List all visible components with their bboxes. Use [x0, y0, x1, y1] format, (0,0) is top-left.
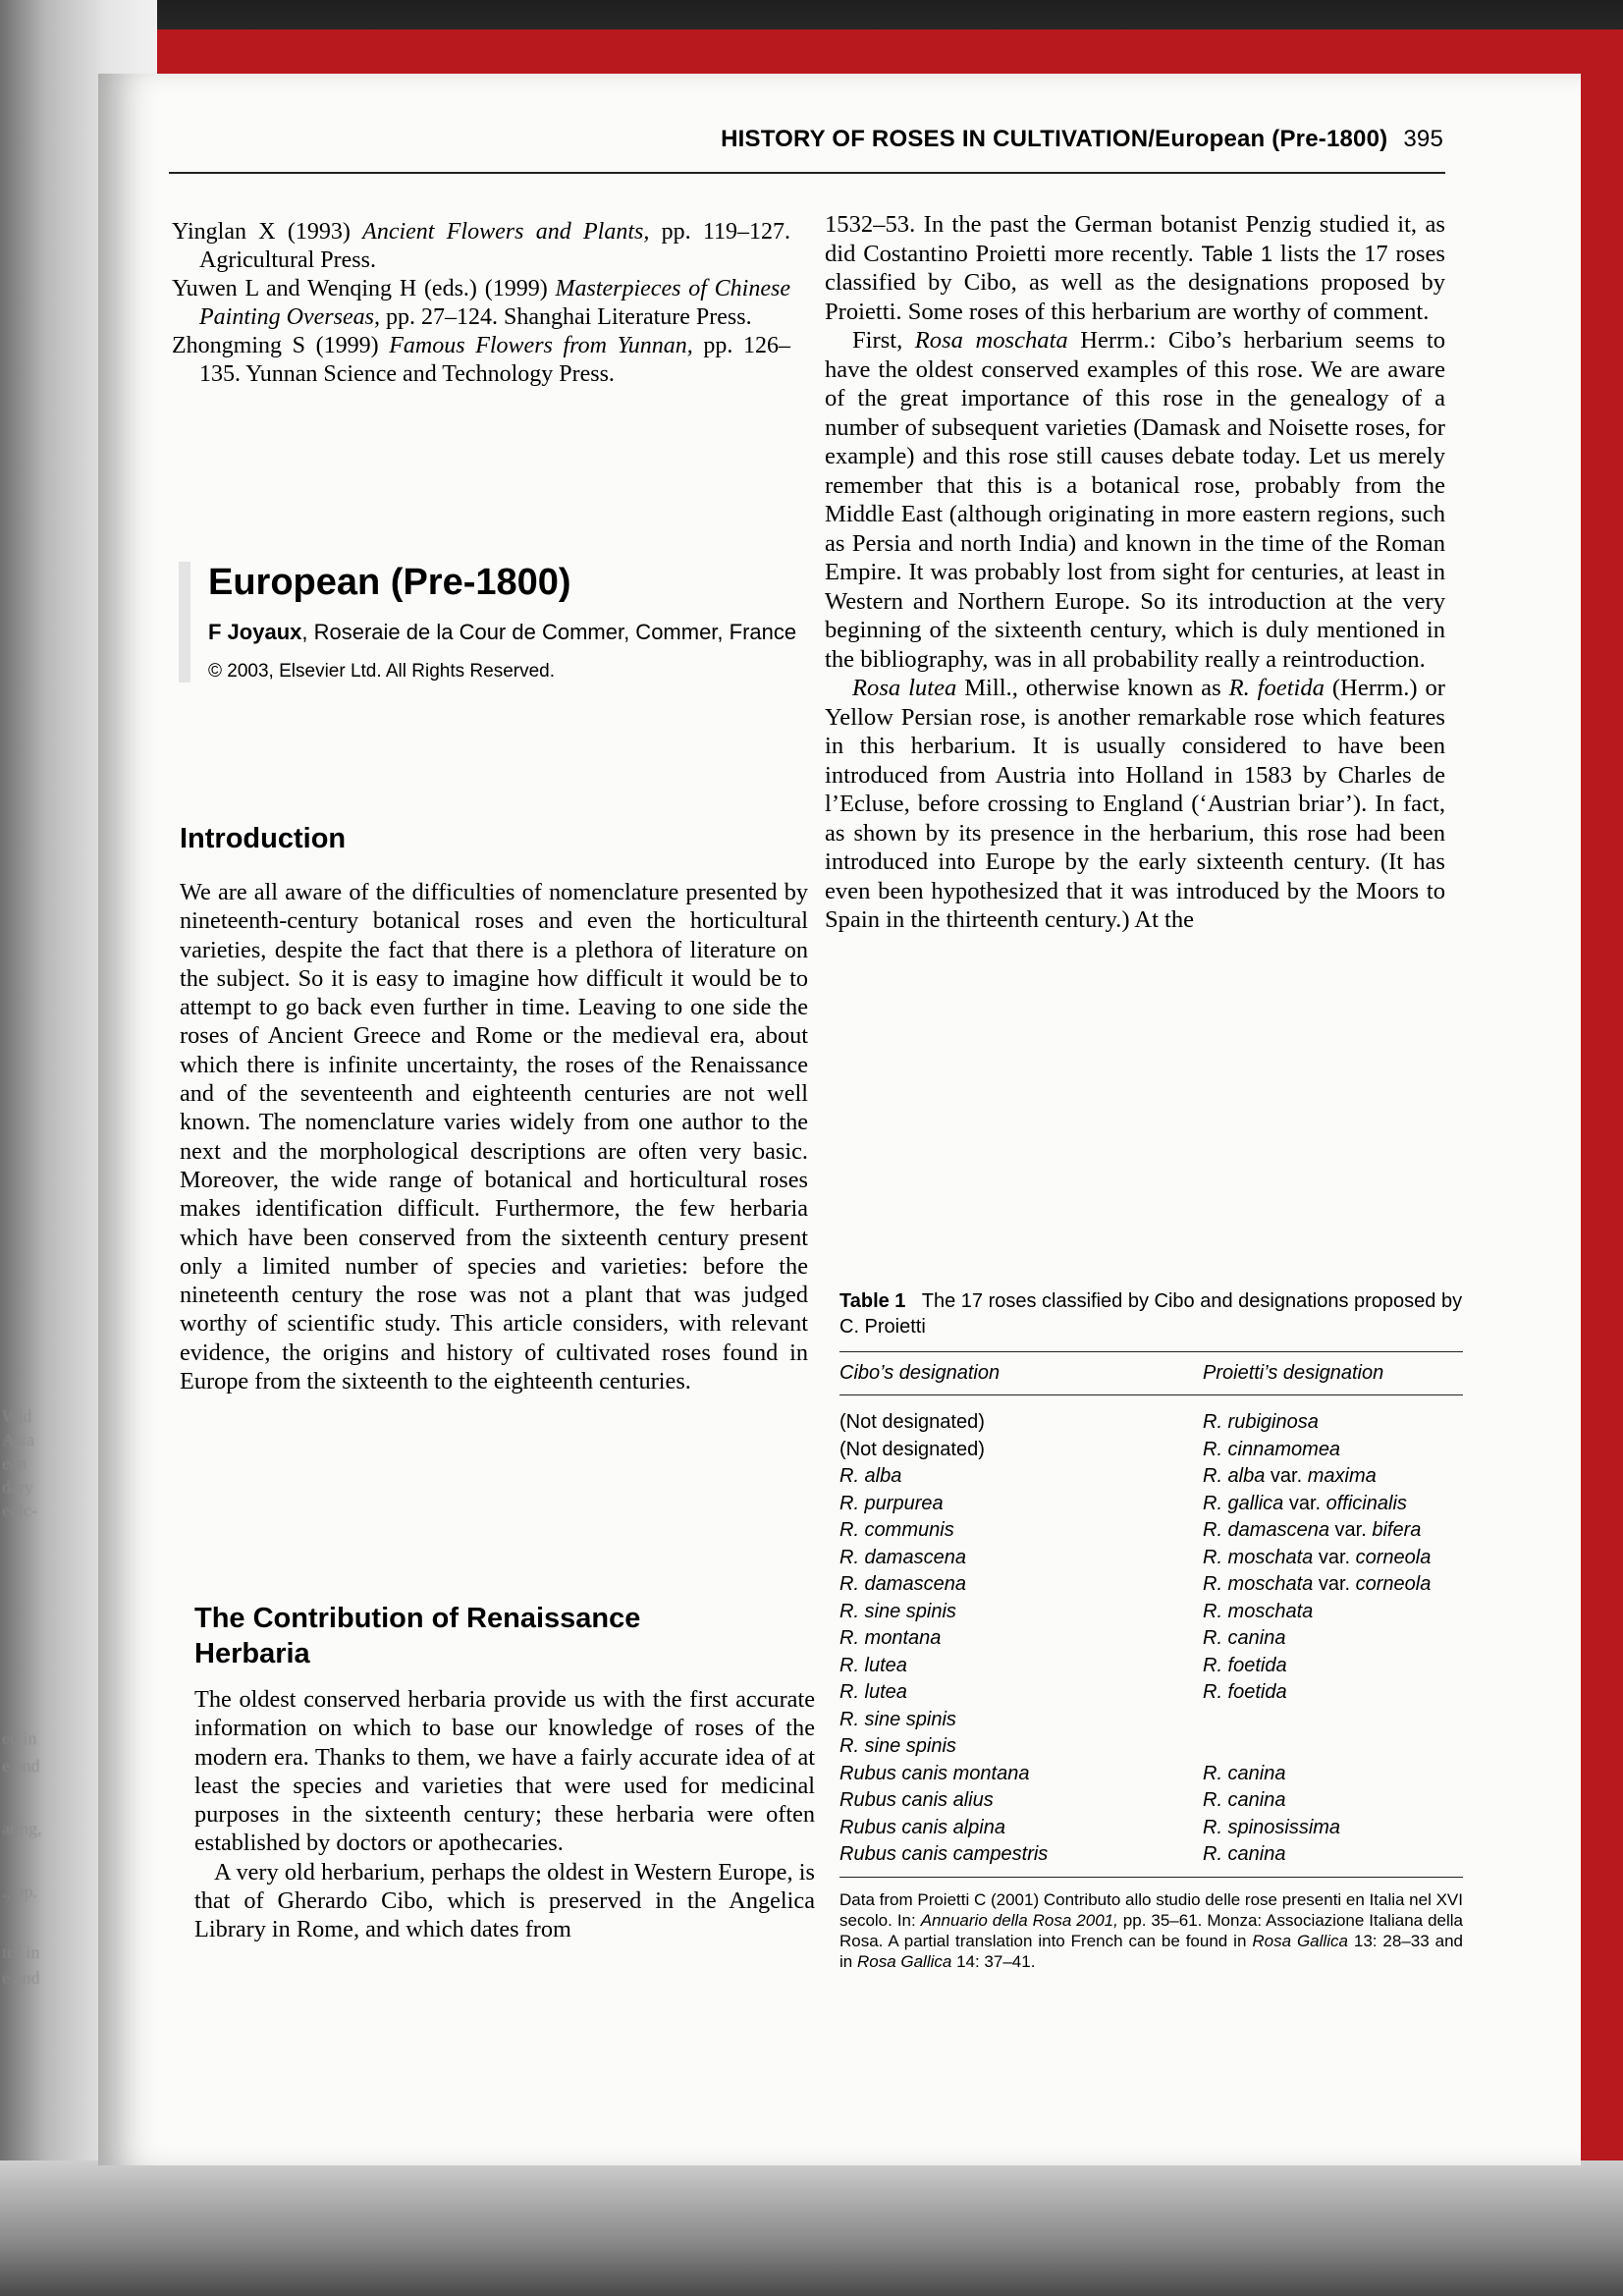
scanner-bottom-edge: [0, 2160, 1623, 2296]
reference-item: Yuwen L and Wenqing H (eds.) (1999) Masterpieces of Chinese Painting Overseas, pp. 27–124. Shanghai Literature Press.: [172, 276, 790, 330]
reference-item: Yinglan X (1993) Ancient Flowers and Plants, pp. 119–127. Agricultural Press.: [172, 219, 791, 273]
bleed-fragment: e and: [2, 1756, 40, 1776]
proietti-designation-cell: R. canina: [1203, 1789, 1286, 1811]
cibo-designation-cell: R. lutea: [839, 1654, 907, 1676]
cibo-designation-cell: R. communis: [839, 1519, 954, 1541]
proietti-designation-cell: R. canina: [1203, 1762, 1286, 1784]
bleed-fragment: ., pp.: [2, 1882, 37, 1901]
right-paragraph-1: 1532–53. In the past the German botanist Penzig studied it, as did Costantino Proietti more recently. Table 1 lists the 17 roses classified by Cibo, as well as the designations proposed by Proietti. Some roses of this herbarium are worthy of comment.: [825, 211, 1445, 325]
proietti-designation-cell: R. canina: [1203, 1627, 1286, 1649]
proietti-designation-cell: R. cinnamomea: [1203, 1438, 1341, 1460]
bleed-fragment: edic-: [2, 1501, 37, 1520]
introduction-heading: Introduction: [180, 823, 347, 854]
running-head: [520, 126, 1443, 153]
table-1: [839, 1288, 1463, 1972]
cibo-designation-cell: Rubus canis alius: [839, 1789, 994, 1811]
right-column-text: [825, 210, 1445, 935]
bleed-fragment: e and: [2, 1968, 40, 1988]
table-row: [839, 1761, 1463, 1788]
reference-list: [172, 218, 790, 389]
proietti-designation-cell: R. foetida: [1203, 1681, 1287, 1703]
proietti-designation-cell: R. alba var. maxima: [1203, 1465, 1377, 1487]
cibo-designation-cell: Rubus canis campestris: [839, 1843, 1049, 1865]
proietti-designation-cell: R. gallica var. officinalis: [1203, 1492, 1407, 1514]
table-row: [839, 1571, 1463, 1599]
column-header-proietti: Proietti’s designation: [1203, 1362, 1384, 1384]
introduction-section: [180, 821, 808, 1395]
cibo-designation-cell: (Not designated): [839, 1411, 985, 1433]
cibo-designation-cell: R. purpurea: [839, 1492, 944, 1514]
bleed-fragment: Wid: [2, 1406, 32, 1426]
cibo-designation-cell: R. damascena: [839, 1573, 966, 1595]
table-row: [839, 1437, 1463, 1464]
reference-item: Zhongming S (1999) Famous Flowers from Yunnan, pp. 126–135. Yunnan Science and Technology Press.: [172, 333, 791, 387]
proietti-designation-cell: R. spinosissima: [1203, 1816, 1341, 1838]
proietti-designation-cell: [1203, 1733, 1463, 1761]
bleed-fragment: ean: [2, 1453, 27, 1473]
author-affiliation: , Roseraie de la Cour de Commer, Commer, France: [301, 620, 797, 644]
table-row: [839, 1491, 1463, 1518]
right-paragraph-3: Rosa lutea Mill., otherwise known as R. foetida (Herrm.) or Yellow Persian rose, is another remarkable rose which features in this herbarium. It is usually considered to have been introduced from Austria into Holland in 1583 by Charles de l’Ecluse, before crossing to England (‘Austrian briar’). In fact, as shown by its presence in the herbarium, this rose had been introduced into Europe by the early sixteenth century. (It has even been hypothesized that it was introduced by the Moors to Spain in the thirteenth century.) At the: [825, 675, 1445, 933]
proietti-designation-cell: R. damascena var. bifera: [1203, 1519, 1422, 1541]
table-row: [839, 1517, 1463, 1545]
table-row: [839, 1707, 1463, 1734]
cibo-designation-cell: R. lutea: [839, 1681, 907, 1703]
table-row: [839, 1733, 1463, 1761]
proietti-designation-cell: R. moschata var. corneola: [1203, 1546, 1432, 1568]
table-row: [839, 1679, 1463, 1707]
proietti-designation-cell: R. moschata var. corneola: [1203, 1573, 1432, 1595]
cibo-designation-cell: R. montana: [839, 1627, 942, 1649]
proietti-designation-cell: R. moschata: [1203, 1600, 1314, 1622]
header-rule: [169, 172, 1445, 174]
table-row: [839, 1409, 1463, 1437]
article-title: European (Pre-1800): [208, 562, 571, 603]
cibo-designation-cell: R. sine spinis: [839, 1708, 956, 1730]
cibo-designation-cell: Rubus canis alpina: [839, 1816, 1005, 1838]
bleed-fragment: Asia: [2, 1430, 34, 1449]
introduction-paragraph: We are all aware of the difficulties of nomenclature presented by nineteenth-century botanical roses and even the horticultural varieties, despite the fact that there is a plethora of literature on the subject. So it is easy to imagine how difficult it would be to attempt to go back even further in time. Leaving to one side the roses of Ancient Greece and Rome or the medieval era, about which there is infinite uncertainty, the roses of the Renaissance and of the seventeenth and eighteenth centuries are not well known. The nomenclature varies widely from one author to the next and the morphological descriptions are often very basic. Moreover, the wide range of botanical and horticultural roses makes identification difficult. Furthermore, the few herbaria which have been conserved from the sixteenth century present only a limited number of species and varieties: before the nineteenth century the rose was not a plant that was judged worthy of scientific study. This article considers, with relevant evidence, the origins and history of cultivated roses found in Europe from the sixteenth to the eighteenth centuries.: [180, 879, 808, 1395]
proietti-designation-cell: R. foetida: [1203, 1654, 1287, 1676]
table-row: [839, 1653, 1463, 1680]
renaissance-section: [194, 1601, 815, 1944]
bleed-fragment: dary: [2, 1477, 33, 1497]
table-row: [839, 1841, 1463, 1869]
cibo-designation-cell: R. alba: [839, 1465, 902, 1487]
proietti-designation-cell: [1203, 1707, 1463, 1734]
cibo-designation-cell: R. sine spinis: [839, 1600, 956, 1622]
article-header: [179, 562, 837, 683]
bleed-fragment: ating,: [2, 1819, 42, 1838]
table-body: [839, 1395, 1463, 1877]
table-caption: Table 1 The 17 roses classified by Cibo and designations proposed by C. Proietti: [839, 1290, 1463, 1338]
renaissance-paragraph-2: A very old herbarium, perhaps the oldest in Western Europe, is that of Gherardo Cibo, which is preserved in the Angelica Library in Rome, and which dates from: [194, 1858, 815, 1943]
table-rule-bottom: [839, 1877, 1463, 1878]
renaissance-heading: The Contribution of Renaissance Herbaria: [194, 1603, 641, 1669]
proietti-designation-cell: R. rubiginosa: [1203, 1411, 1319, 1433]
cibo-designation-cell: R. sine spinis: [839, 1735, 956, 1757]
column-header-cibo: Cibo’s designation: [839, 1362, 1001, 1384]
table-row: [839, 1599, 1463, 1626]
table-source-note: Data from Proietti C (2001) Contributo allo studio delle rose presenti en Italia nel XVI secolo. In: Annuario della Rosa 2001, pp. 35–61. Monza: Associazione Italiana della Rosa. A partial translation into French can be found in Rosa Gallica 13: 28–33 and in Rosa Gallica 14: 37–41.: [839, 1889, 1464, 1971]
copyright-line: © 2003, Elsevier Ltd. All Rights Reserved.: [208, 661, 556, 682]
proietti-designation-cell: R. canina: [1203, 1843, 1286, 1865]
table-row: [839, 1787, 1463, 1815]
right-paragraph-2: First, Rosa moschata Herrm.: Cibo’s herbarium seems to have the oldest conserved examples of this rose. We are aware of the great importance of this rose in the genealogy of a number of subsequent varieties (Damask and Noisette roses, for example) and this rose still causes debate today. Let us merely remember that this is a botanical rose, probably from the Middle East (although originating in more eastern regions, such as Persia and north India) and known in the time of the Roman Empire. It was probably lost from sight for centuries, at least in Western and Northern Europe. So its introduction at the very beginning of the sixteenth century, which is duly mentioned in the bibliography, was in all probability really a reintroduction.: [825, 327, 1445, 673]
table-row: [839, 1463, 1463, 1491]
cibo-designation-cell: R. damascena: [839, 1546, 966, 1568]
cibo-designation-cell: (Not designated): [839, 1438, 985, 1460]
table-row: [839, 1815, 1463, 1842]
author-byline: [208, 618, 837, 647]
previous-page-bleed: [0, 0, 98, 2296]
cibo-designation-cell: Rubus canis montana: [839, 1762, 1030, 1784]
table-row: [839, 1625, 1463, 1653]
bleed-fragment: ed in: [2, 1728, 37, 1748]
bleed-fragment: try in: [2, 1942, 40, 1962]
page-number: 395: [1403, 126, 1443, 152]
running-head-title: HISTORY OF ROSES IN CULTIVATION/European (Pre-1800): [721, 126, 1388, 152]
renaissance-paragraph-1: The oldest conserved herbaria provide us with the first accurate information on which to base our knowledge of roses of the modern era. Thanks to them, we have a fairly accurate idea of at least the species and varieties that were used for medicinal purposes in the sixteenth century; these herbaria were often established by doctors or apothecaries.: [194, 1686, 815, 1857]
table-1-reference-link[interactable]: Table 1: [1201, 241, 1273, 266]
table-row: [839, 1545, 1463, 1572]
author-name: F Joyaux: [208, 620, 302, 644]
table-header-row: [839, 1352, 1463, 1394]
